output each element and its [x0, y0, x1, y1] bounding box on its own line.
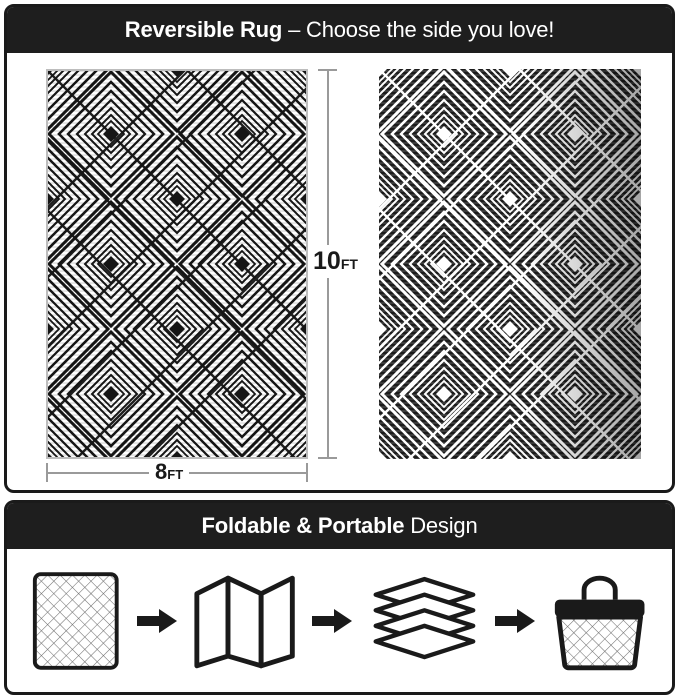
arrow-right-icon	[312, 608, 352, 634]
reversible-rug-panel	[4, 4, 675, 493]
reversible-rug-headline	[125, 17, 554, 43]
headline-bold-part: Reversible Rug	[124, 17, 283, 42]
rug-back-view	[379, 69, 641, 459]
carry-bag-icon	[549, 569, 650, 673]
foldable-portable-headline	[202, 513, 478, 539]
stacked-rug-icon	[366, 574, 481, 668]
arrow-right-icon	[495, 608, 535, 634]
reversible-rug-banner	[7, 7, 672, 53]
foldable-portable-panel	[4, 500, 675, 695]
height-unit: FT	[340, 256, 358, 272]
headline2-light-part: Design	[404, 513, 478, 538]
height-value: 10	[313, 247, 341, 275]
height-dimension-label	[310, 245, 361, 278]
width-dimension-label	[149, 459, 189, 485]
headline-light-part: – Choose the side you love!	[282, 17, 555, 42]
foldable-portable-banner	[7, 503, 672, 549]
width-value: 8	[155, 459, 168, 484]
folded-rug-icon	[191, 571, 298, 671]
width-unit: FT	[167, 467, 184, 482]
rug-front-view	[46, 69, 308, 459]
flat-rug-icon	[29, 567, 123, 675]
arrow-right-icon	[137, 608, 177, 634]
fold-steps	[7, 549, 672, 692]
headline2-bold-part: Foldable & Portable	[201, 513, 405, 538]
